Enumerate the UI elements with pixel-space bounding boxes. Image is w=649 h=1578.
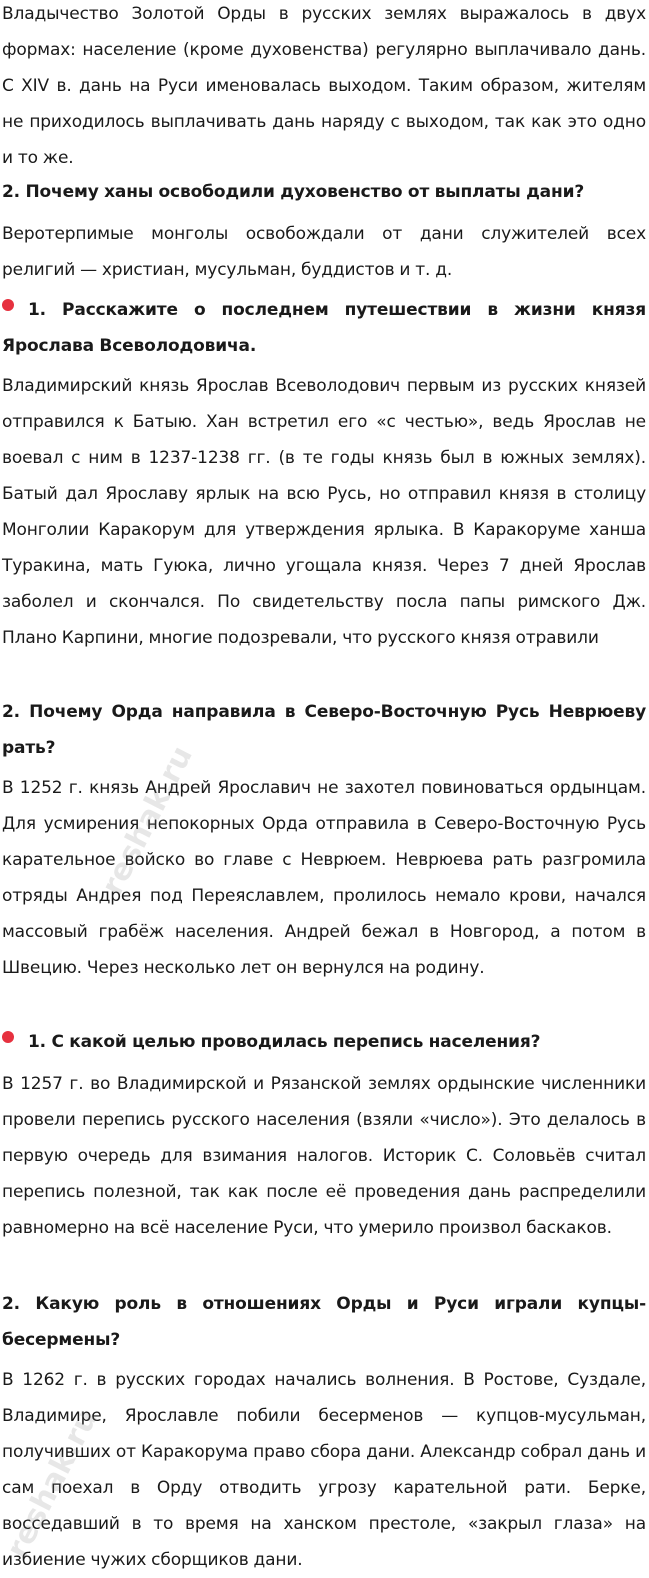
paragraph-andrey: В 1252 г. князь Андрей Ярославич не захотел повиноваться ордынцам. Для усмирения непокорных Орда отправила в Северо-Восточную Русь карательное войско во главе с Неврюем. Неврюева рать разгромила отряды Андрея под Переяславлем, пролилось немало крови, начался массовый грабёж населения. Андрей бежал в Новгород, а потом в Швецию. Через несколько лет он вернулся на родину.	[2, 778, 646, 978]
watermark-top: reshak.ru	[95, 740, 200, 901]
question-yaroslav-journey	[2, 292, 646, 364]
red-bullet-icon	[2, 1031, 14, 1043]
red-bullet-icon	[2, 299, 14, 311]
question-clergy-exemption: 2. Почему ханы освободили духовенство от выплаты дани?	[2, 182, 585, 202]
question-nevryu-army: 2. Почему Орда направила в Северо-Восточную Русь Неврюеву рать?	[2, 702, 646, 758]
watermark-bottom: reshak.ru	[0, 1403, 105, 1564]
question-text: 1. С какой целью проводилась перепись населения?	[28, 1032, 541, 1052]
paragraph-besermen: В 1262 г. в русских городах начались волнения. В Ростове, Суздале, Владимире, Ярославле побили бесерменов — купцов-мусульман, получивших от Каракорума право сбора дани. Александр собрал дань и сам поехал в Орду отводить угрозу карательной рати. Берке, восседавший в то время на ханском престоле, «закрыл глаза» на избиение чужих сборщиков дани.	[2, 1370, 646, 1570]
question-text: 1. Расскажите о последнем путешествии в жизни князя Ярослава Всеволодовича.	[2, 300, 646, 356]
question-besermen: 2. Какую роль в отношениях Орды и Руси играли купцы-бесермены?	[2, 1294, 646, 1350]
paragraph-yaroslav: Владимирский князь Ярослав Всеволодович первым из русских князей отправился к Батыю. Хан встретил его «с честью», ведь Ярослав не воевал с ним в 1237-1238 гг. (в те годы князь был в южных землях). Батый дал Ярославу ярлык на всю Русь, но отправил князя в столицу Монголии Каракорум для утверждения ярлыка. В Каракоруме ханша Туракина, мать Гуюка, лично угощала князя. Через 7 дней Ярослав заболел и скончался. По свидетельству посла папы римского Дж. Плано Карпини, многие подозревали, что русского князя отравили	[2, 376, 646, 648]
paragraph-religious-tolerance: Веротерпимые монголы освобождали от дани служителей всех религий — христиан, мусульман, буддистов и т. д.	[2, 224, 646, 280]
question-census	[2, 1024, 646, 1060]
paragraph-tribute-forms: Владычество Золотой Орды в русских землях выражалось в двух формах: население (кроме духовенства) регулярно выплачивало дань. С XIV в. дань на Руси именовалась выходом. Таким образом, жителям не приходилось выплачивать дань наряду с выходом, так как это одно и то же.	[2, 4, 646, 168]
paragraph-census: В 1257 г. во Владимирской и Рязанской землях ордынские численники провели перепись русского населения (взяли «число»). Это делалось в первую очередь для взимания налогов. Историк С. Соловьёв считал перепись полезной, так как после её проведения дань распределили равномерно на всё население Руси, что умерило произвол баскаков.	[2, 1074, 646, 1238]
